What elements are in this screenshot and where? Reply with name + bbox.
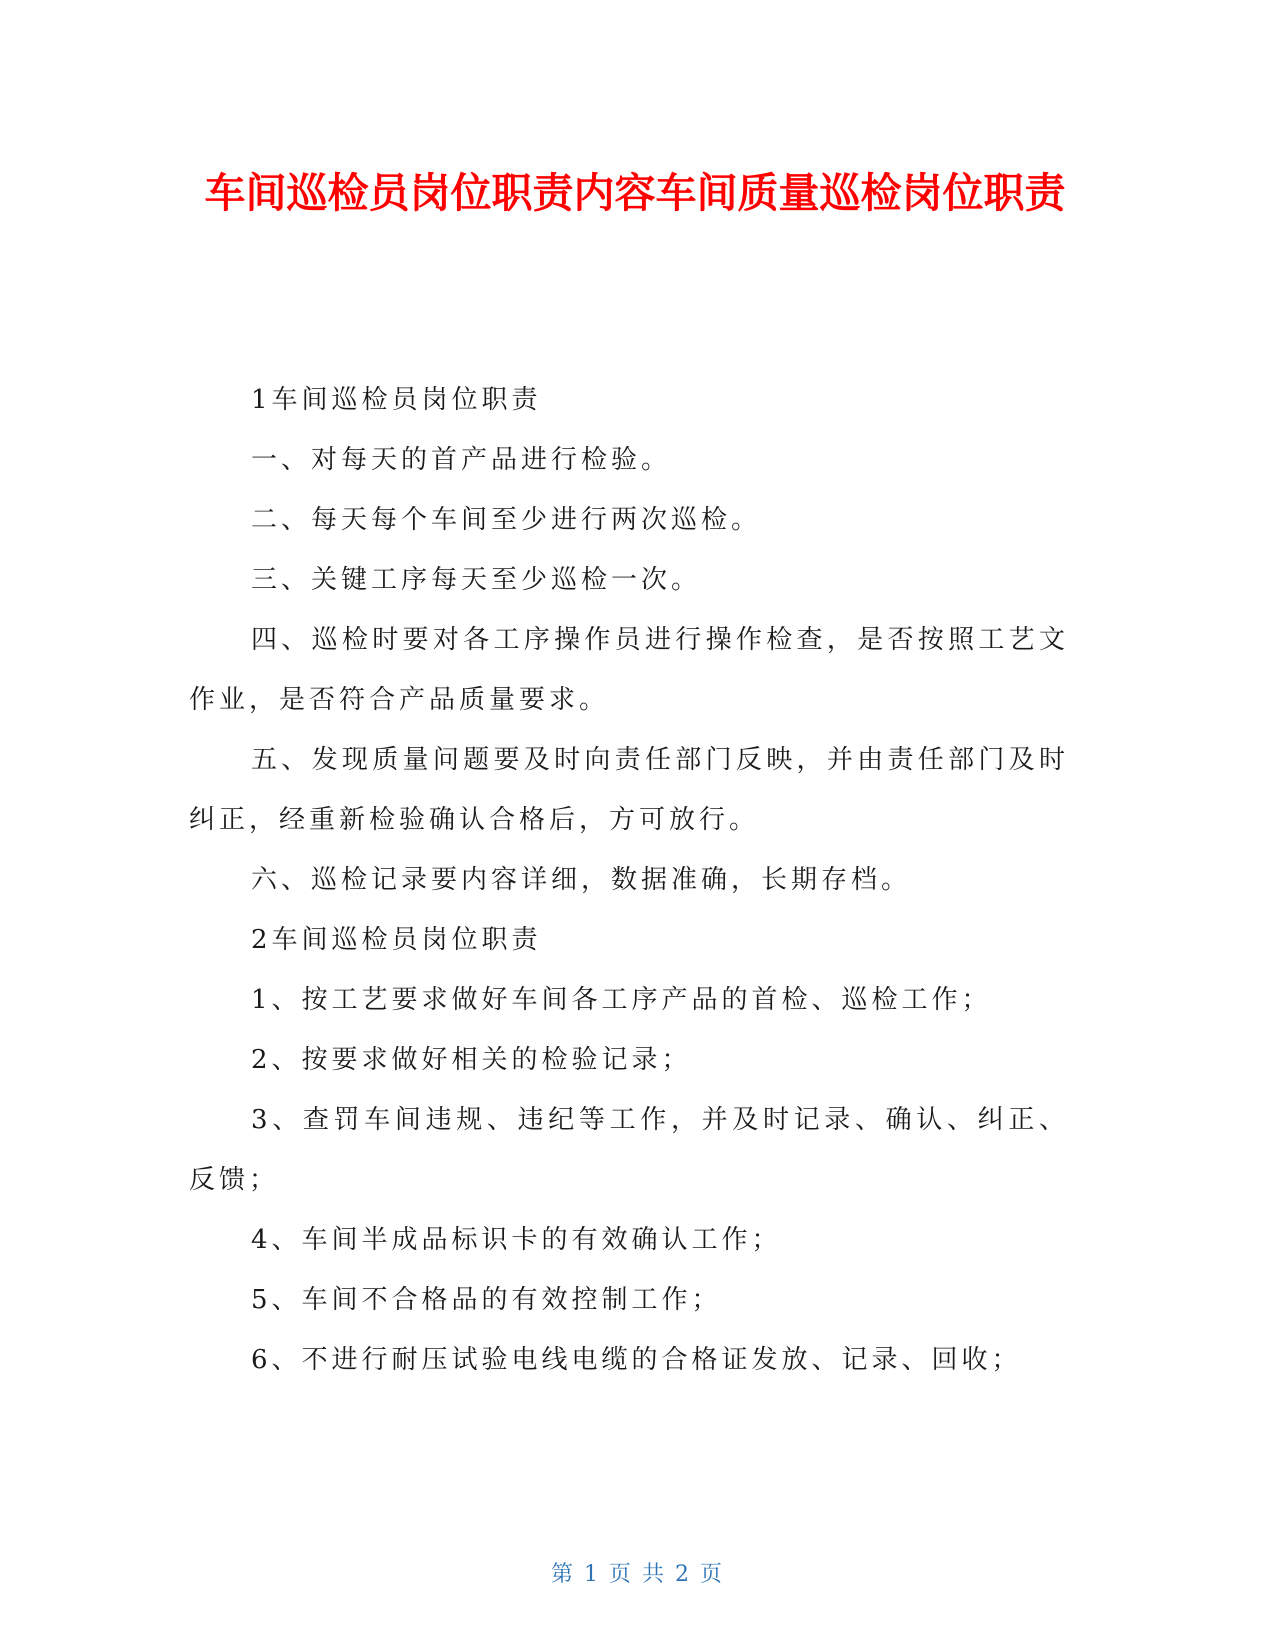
page-number-footer: 第 1 页 共 2 页 xyxy=(551,1562,724,1587)
paragraph: 3、查罚车间违规、违纪等工作，并及时记录、确认、纠正、反馈； xyxy=(189,1105,1069,1195)
paragraph: 2、按要求做好相关的检验记录； xyxy=(251,1045,692,1075)
paragraph: 4、车间半成品标识卡的有效确认工作； xyxy=(251,1225,782,1255)
paragraph: 一、对每天的首产品进行检验。 xyxy=(251,445,672,475)
paragraph: 五、发现质量问题要及时向责任部门反映，并由责任部门及时纠正，经重新检验确认合格后，方可放行。 xyxy=(189,745,1069,835)
paragraph: 6、不进行耐压试验电线电缆的合格证发放、记录、回收； xyxy=(251,1345,1022,1375)
paragraph: 六、巡检记录要内容详细，数据准确，长期存档。 xyxy=(251,865,912,895)
paragraph: 二、每天每个车间至少进行两次巡检。 xyxy=(251,505,762,535)
paragraph: 1、按工艺要求做好车间各工序产品的首检、巡检工作； xyxy=(251,985,992,1015)
document-body xyxy=(189,370,1069,1390)
paragraph: 5、车间不合格品的有效控制工作； xyxy=(251,1285,722,1315)
document-title: 车间巡检员岗位职责内容车间质量巡检岗位职责 xyxy=(204,169,1066,217)
section-heading-2: 2车间巡检员岗位职责 xyxy=(251,925,542,955)
paragraph: 三、关键工序每天至少巡检一次。 xyxy=(251,565,702,595)
paragraph: 四、巡检时要对各工序操作员进行操作检查，是否按照工艺文作业，是否符合产品质量要求。 xyxy=(189,625,1069,715)
section-heading-1: 1车间巡检员岗位职责 xyxy=(251,385,542,415)
